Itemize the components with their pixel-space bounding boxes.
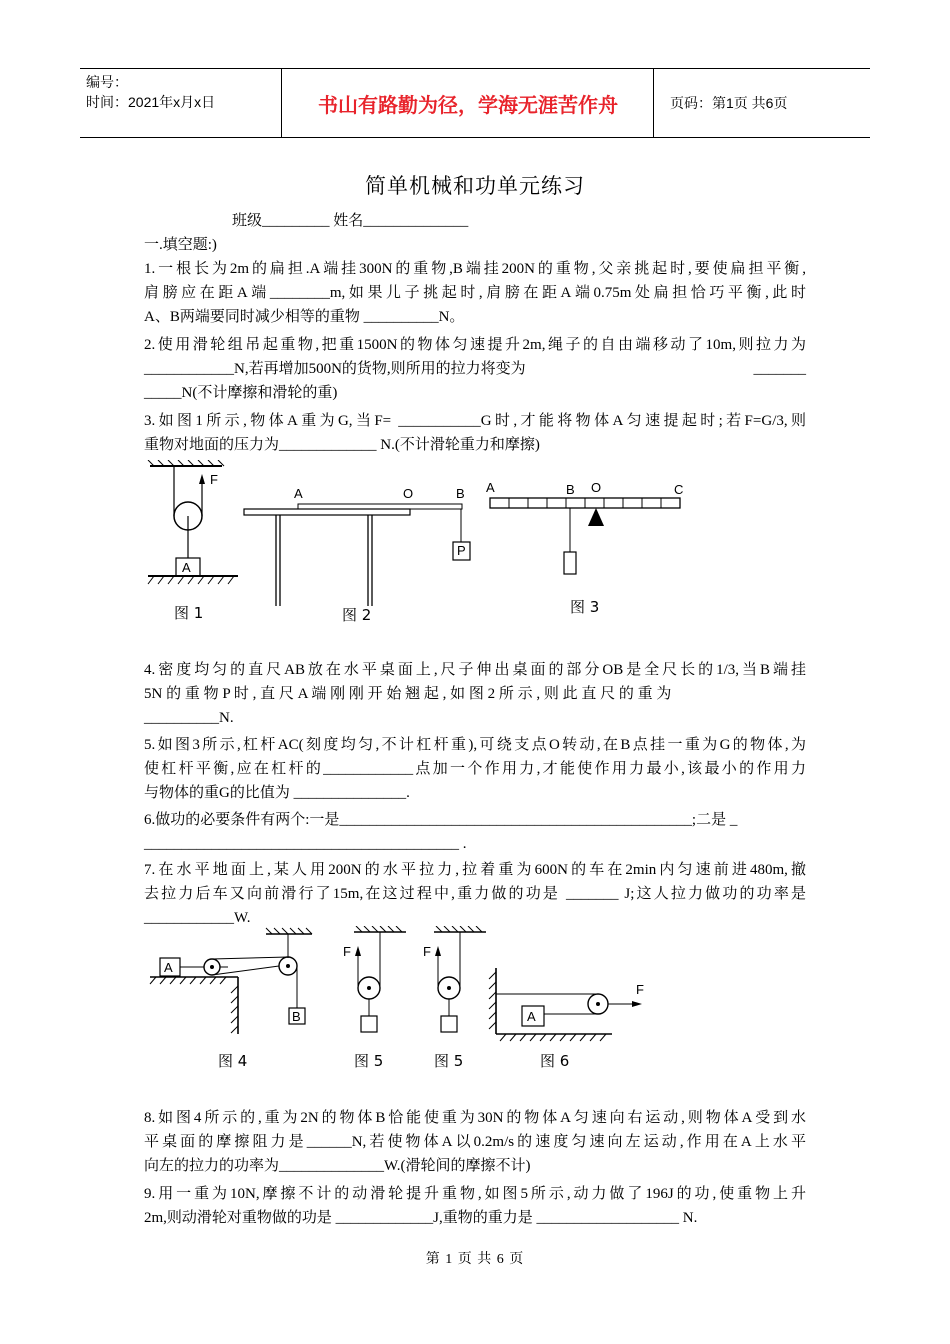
question-2 — [144, 333, 806, 405]
motto-cell — [283, 69, 654, 137]
fig4-label-b: B — [292, 1009, 301, 1024]
q1-line-2: 肩膀应在距A端________m,如果儿子挑起时,肩膀在距A端0.75m处扁担恰巧平衡,此时 — [144, 285, 806, 301]
motto-text: 书山有路勤为径，学海无涯苦作舟 — [318, 92, 618, 117]
header-info-cell — [80, 69, 282, 137]
q3-line-1: 3.如图1所示,物体A重为G,当F= ___________G时,才能将物体A匀速提起时;若F=G/3,则 — [144, 413, 806, 429]
section-heading-text: 一.填空题:) — [144, 237, 217, 253]
q2-line-2a: ____________N,若再增加500N的货物,则所用的拉力将变为 — [144, 361, 526, 377]
figure-5b-caption: 图 5 — [434, 1052, 464, 1070]
figure-3-caption: 图 3 — [570, 598, 600, 616]
question-7 — [144, 858, 806, 930]
number-label: 编号： — [86, 74, 128, 90]
question-4 — [144, 658, 806, 730]
question-6 — [144, 808, 806, 856]
q5-line-1: 5.如图3所示,杠杆AC(刻度均匀,不计杠杆重),可绕支点O转动,在B点挂一重为G的物体,为 — [144, 737, 806, 753]
q2-line-3: _____N(不计摩擦和滑轮的重) — [144, 385, 338, 401]
q3-line-2: 重物对地面的压力为_____________ N.(不计滑轮重力和摩擦) — [144, 437, 540, 453]
q8-line-3: 向左的拉力的功率为______________W.(滑轮间的摩擦不计) — [144, 1158, 531, 1174]
figure-5a-caption: 图 5 — [354, 1052, 384, 1070]
figure-6-wall-pulley — [484, 964, 654, 1044]
question-9 — [144, 1182, 806, 1230]
q2-line-2 — [144, 357, 806, 381]
date-label: 时间：2021年x月x日 — [86, 94, 216, 110]
figure-5a-movable-pulley — [340, 926, 410, 1038]
q9-line-2: 2m,则动滑轮对重物做的功是 _____________J,重物的重力是 ___________________ N. — [144, 1210, 698, 1226]
figure-3-lever — [484, 478, 694, 588]
q1-line-1: 1.一根长为2m的扁担.A端挂300N的重物,B端挂200N的重物,父亲挑起时,要使扁担平衡, — [144, 261, 806, 277]
fig1-label-f: F — [210, 472, 218, 487]
figure-2-caption: 图 2 — [342, 606, 372, 624]
fig5b-label-f: F — [423, 944, 431, 959]
fig2-label-p: P — [457, 543, 466, 558]
q1-line-3: A、B两端要同时减少相等的重物 __________N。 — [144, 309, 465, 325]
q2-line-2b: _______ — [753, 361, 806, 377]
q2-line-1: 2.使用滑轮组吊起重物,把重1500N的物体匀速提升2m,绳子的自由端移动了10m,则拉力为 — [144, 337, 806, 353]
fig5a-label-f: F — [343, 944, 351, 959]
question-8 — [144, 1106, 806, 1178]
figure-2-ruler-table — [240, 482, 480, 622]
page-code-cell — [664, 69, 870, 137]
figure-5b-movable-pulley — [420, 926, 490, 1038]
question-3 — [144, 409, 806, 457]
fig3-label-b: B — [566, 482, 575, 497]
q7-line-1: 7.在水平地面上,某人用200N的水平拉力,拉着重为600N的车在2min内匀速前进480m,撤 — [144, 862, 806, 878]
q7-line-3: ____________W. — [144, 910, 251, 926]
fig3-label-o: O — [591, 480, 602, 495]
fig2-label-a: A — [294, 486, 303, 501]
q7-line-2: 去拉力后车又向前滑行了15m,在这过程中,重力做的功是 _______ J;这人拉力做功的功率是 — [144, 886, 806, 902]
page-code-text: 页码：第1页 共6页 — [670, 95, 788, 111]
fig2-label-o: O — [403, 486, 414, 501]
student-line-text: 班级_________ 姓名______________ — [232, 213, 469, 229]
question-1 — [144, 257, 806, 329]
q4-line-3: __________N. — [144, 710, 234, 726]
q6-line-2: __________________________________________ . — [144, 836, 467, 852]
figure-6-caption: 图 6 — [540, 1052, 570, 1070]
question-5 — [144, 733, 806, 805]
figure-4-caption: 图 4 — [218, 1052, 248, 1070]
header-table — [80, 68, 870, 138]
q6-line-1: 6.做功的必要条件有两个:一是_______________________________________________;二是 _ — [144, 812, 738, 828]
q8-line-1: 8.如图4所示的,重为2N的物体B恰能使重为30N的物体A匀速向右运动,则物体A受到水 — [144, 1110, 806, 1126]
page-footer: 第 1 页 共 6 页 — [425, 1252, 525, 1267]
student-line — [232, 209, 732, 233]
fig2-label-b: B — [456, 486, 465, 501]
q5-line-2: 使杠杆平衡,应在杠杆的____________点加一个作用力,才能使作用力最小,该最小的作用力 — [144, 761, 806, 777]
fig6-label-a: A — [527, 1009, 536, 1024]
figure-4-table-pulley — [146, 926, 316, 1038]
fig1-label-a: A — [182, 560, 191, 575]
q8-line-2: 平桌面的摩擦阻力是______N,若使物体A以0.2m/s的速度匀速向左运动,作用在A上水平 — [144, 1134, 806, 1150]
figure-1-pulley — [140, 460, 250, 595]
fig3-label-a: A — [486, 480, 495, 495]
page-title: 简单机械和功单元练习 — [365, 174, 585, 198]
q9-line-1: 9.用一重为10N,摩擦不计的动滑轮提升重物,如图5所示,动力做了196J的功,使重物上升 — [144, 1186, 806, 1202]
q4-line-2: 5N 的 重 物 P 时 , 直 尺 A 端 刚 刚 开 始 翘 起 , 如 图 2 所 示 , 则 此 直 尺 的 重 为 — [144, 686, 672, 702]
fig4-label-a: A — [164, 960, 173, 975]
q4-line-1: 4.密度均匀的直尺AB放在水平桌面上,尺子伸出桌面的部分OB是全尺长的1/3,当B端挂 — [144, 662, 806, 678]
fig3-label-c: C — [674, 482, 684, 497]
section-heading — [144, 233, 806, 257]
figure-1-caption: 图 1 — [174, 604, 204, 622]
fig6-label-f: F — [636, 982, 644, 997]
q5-line-3: 与物体的重G的比值为 _______________. — [144, 785, 410, 801]
